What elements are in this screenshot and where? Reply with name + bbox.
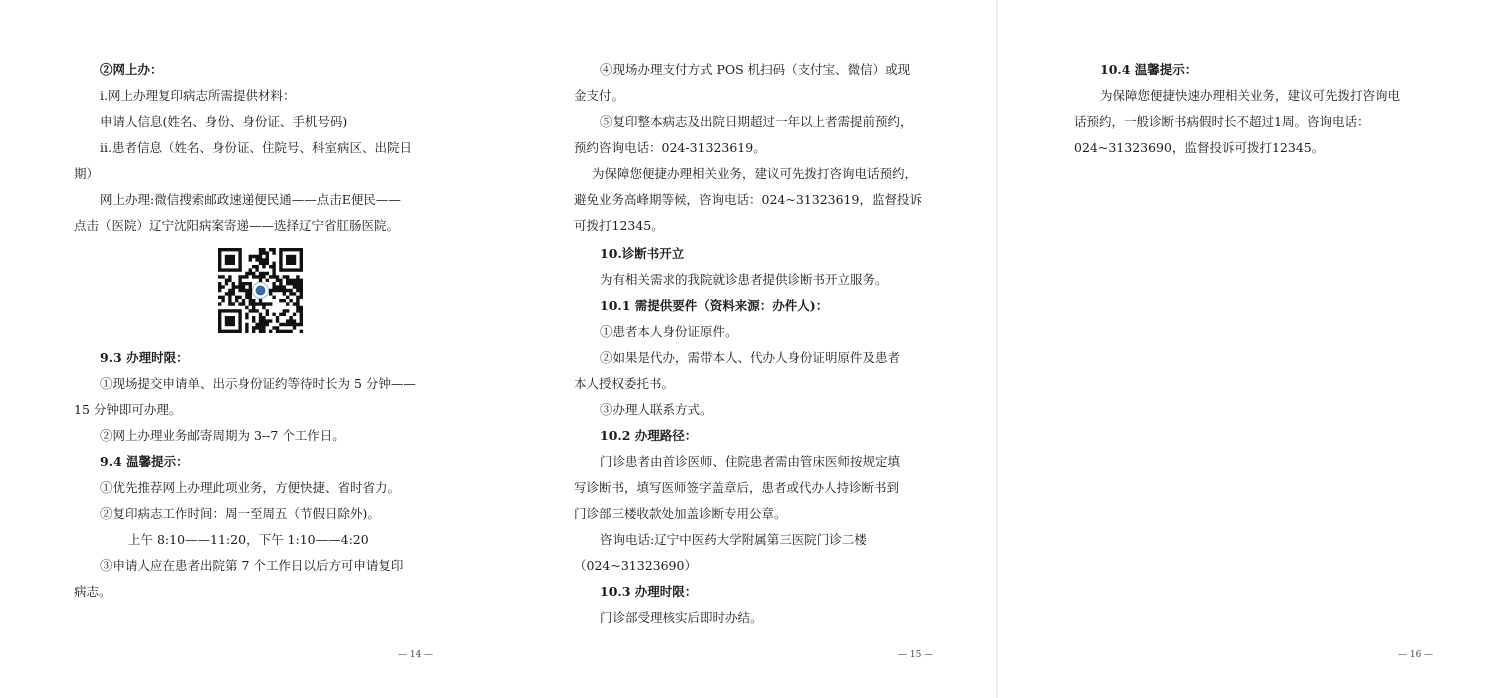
text-line: ②如果是代办，需带本人、代办人身份证明原件及患者	[600, 350, 901, 365]
text-line: 本人授权委托书。	[574, 376, 675, 391]
text-line: ②复印病志工作时间：周一至周五（节假日除外)。	[100, 506, 380, 521]
text-line: 上午 8:10——11:20，下午 1:10——4:20	[128, 532, 369, 547]
text-line: 门诊患者由首诊医师、住院患者需由管床医师按规定填	[600, 454, 901, 469]
text-line: ①患者本人身份证原件。	[600, 324, 738, 339]
text-line: ③申请人应在患者出院第 7 个工作日以后方可申请复印	[100, 558, 404, 573]
text-line: ④现场办理支付方式 POS 机扫码（支付宝、微信）或现	[600, 62, 911, 77]
page-number: — 14 —	[398, 650, 434, 660]
text-line: 咨询电话:辽宁中医药大学附属第三医院门诊二楼	[600, 532, 867, 547]
text-line: 预约咨询电话：024-31323619。	[574, 140, 766, 155]
text-line: 门诊部受理核实后即时办结。	[600, 610, 763, 625]
text-line: 避免业务高峰期等候，咨询电话：024~31323619，监督投诉	[574, 192, 922, 207]
text-line: 网上办理:微信搜索邮政速递便民通——点击E便民——	[100, 192, 401, 207]
page-15	[498, 0, 996, 698]
text-line: ii.患者信息（姓名、身份证、住院号、科室病区、出院日	[100, 140, 412, 155]
text-line: 金支付。	[574, 88, 625, 103]
page-number: — 15 —	[898, 650, 934, 660]
text-line: i.网上办理复印病志所需提供材料：	[100, 88, 296, 103]
text-line: 病志。	[74, 584, 112, 599]
text-line: ②网上办理业务邮寄周期为 3--7 个工作日。	[100, 428, 345, 443]
text-line: （024~31323690）	[574, 558, 697, 573]
text-line: 为保障您便捷快速办理相关业务，建议可先拨打咨询电	[1100, 88, 1401, 103]
section-9-4-heading: 9.4 温馨提示：	[100, 454, 189, 469]
section-10-3-heading: 10.3 办理时限：	[600, 584, 698, 599]
section-10-heading: 10.诊断书开立	[600, 246, 685, 261]
text-line: 申请人信息(姓名、身份、身份证、手机号码)	[100, 114, 348, 129]
text-line: 可拨打12345。	[574, 218, 664, 233]
text-line: 为有相关需求的我院就诊患者提供诊断书开立服务。	[600, 272, 888, 287]
page-14	[0, 0, 498, 698]
online-heading: ②网上办：	[100, 62, 163, 77]
text-line: 点击（医院）辽宁沈阳病案寄递——选择辽宁省肛肠医院。	[74, 218, 400, 233]
section-10-4-heading: 10.4 温馨提示：	[1100, 62, 1198, 77]
page-16	[998, 0, 1490, 698]
qr-code-icon	[216, 244, 306, 336]
section-10-1-heading: 10.1 需提供要件（资料来源：办件人)：	[600, 298, 829, 313]
text-line: ③办理人联系方式。	[600, 402, 713, 417]
text-line: 门诊部三楼收款处加盖诊断专用公章。	[574, 506, 787, 521]
text-line: 话预约，一般诊断书病假时长不超过1周。咨询电话：	[1074, 114, 1370, 129]
text-line: ①优先推荐网上办理此项业务，方便快捷、省时省力。	[100, 480, 401, 495]
text-line: 写诊断书，填写医师签字盖章后，患者或代办人持诊断书到	[574, 480, 900, 495]
text-line: 024~31323690，监督投诉可拨打12345。	[1074, 140, 1325, 155]
text-line: ⑤复印整本病志及出院日期超过一年以上者需提前预约，	[600, 114, 913, 129]
text-line: 期）	[74, 166, 100, 181]
section-10-2-heading: 10.2 办理路径：	[600, 428, 698, 443]
text-line: 15 分钟即可办理。	[74, 402, 182, 417]
text-line: 为保障您便捷办理相关业务，建议可先拨打咨询电话预约，	[592, 166, 918, 181]
text-line: ①现场提交申请单、出示身份证约等待时长为 5 分钟——	[100, 376, 416, 391]
page-number: — 16 —	[1398, 650, 1434, 660]
section-9-3-heading: 9.3 办理时限：	[100, 350, 189, 365]
